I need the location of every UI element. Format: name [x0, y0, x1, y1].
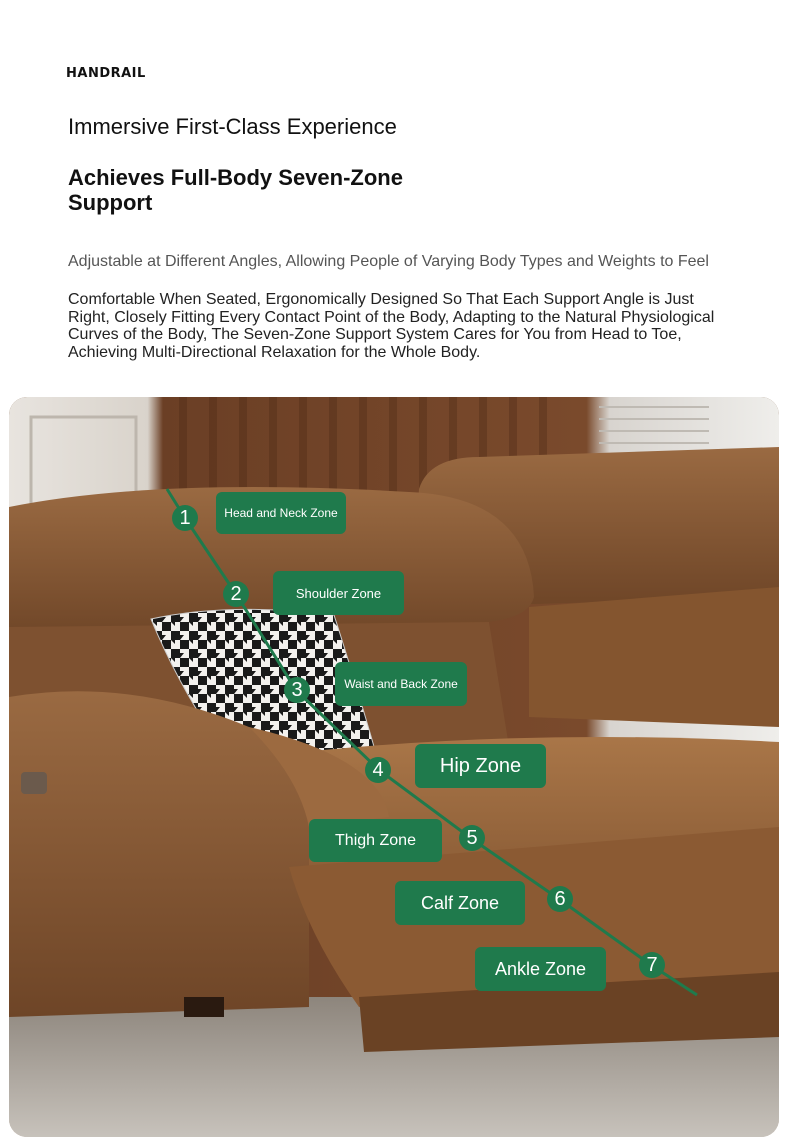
zone-number-5: 5 [459, 825, 485, 851]
zone-number-7: 7 [639, 952, 665, 978]
subtitle: Adjustable at Different Angles, Allowing People of Varying Body Types and Weights to Feel [68, 253, 709, 270]
zone-label-hip: Hip Zone [415, 744, 546, 788]
brand-logo: HANDRAIL [66, 66, 146, 81]
zone-number-3: 3 [284, 677, 310, 703]
zone-number-4: 4 [365, 757, 391, 783]
zone-label-shoulder: Shoulder Zone [273, 571, 404, 615]
sofa-photo [9, 397, 779, 1137]
sofa-illustration [9, 397, 779, 1137]
zone-label-thigh: Thigh Zone [309, 819, 442, 862]
zone-label-calf: Calf Zone [395, 881, 525, 925]
zone-label-waist-back: Waist and Back Zone [335, 662, 467, 706]
tagline: Immersive First-Class Experience [68, 114, 397, 139]
zone-label-ankle: Ankle Zone [475, 947, 606, 991]
zone-number-2: 2 [223, 581, 249, 607]
zone-number-6: 6 [547, 886, 573, 912]
description: Comfortable When Seated, Ergonomically Designed So That Each Support Angle is Just Right, Closely Fitting Every Contact Point of the Body, Adapting to the Natural Physiological Curves of the Body, The Seven-Zone Support System Cares for You from Head to Toe, Achieving Multi-Directional Relaxation for the Whole Body. [68, 291, 715, 361]
zone-number-1: 1 [172, 505, 198, 531]
headline: Achieves Full-Body Seven-Zone Support [68, 165, 403, 215]
zone-label-head-neck: Head and Neck Zone [216, 492, 346, 534]
